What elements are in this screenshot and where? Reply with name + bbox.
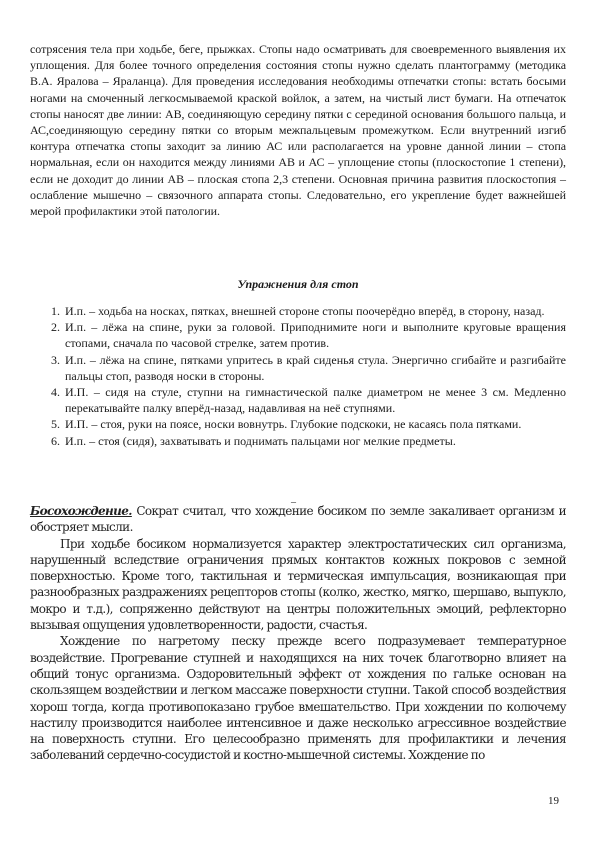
exercise-item: 4. И.П. – сидя на стуле, ступни на гимнастической палке диаметром не менее 3 см. Медленно перекатывайте палку вперёд-назад, надавливая на неё ступнями. [63,384,566,416]
barefoot-paragraph: Хождение по нагретому песку прежде всего подразумевает температурное воздействие. Прогревание ступней и находящихся на них точек благотворно влияет на общий тонус организма. Оздоровительный эффект от хождения по гальке основан на скользящем воздействии и легком массаже поверхности ступни. Такой способ воздействия хорош тогда, когда противопоказано грубое вмешательство. При хождении по колючему настилу производится наиболее интенсивное и даже несколько агрессивное воздействие на поверхность ступни. Его целесообразно применять для профилактики и лечения заболеваний сердечно-сосудистой и костно-мышечной системы. Хождение по [30,634,566,763]
section-separator: _ [291,493,296,504]
barefoot-intro-text: Сократ считал, что хождение босиком по земле закаливает организм и обостряет мысли. [30,504,566,535]
exercises-section [30,276,566,449]
intro-section [30,41,566,219]
barefoot-intro-paragraph [30,503,566,536]
exercises-list [30,303,566,449]
barefoot-section [30,503,566,764]
exercises-heading: Упражнения для стоп [237,277,359,291]
exercise-item: 6. И.п. – стоя (сидя), захватывать и поднимать пальцами ног мелкие предметы. [63,433,566,449]
exercise-item: 5. И.П. – стоя, руки на поясе, носки вовнутрь. Глубокие подскоки, не касаясь пола пятками. [63,416,566,432]
exercise-item: 3. И.п. – лёжа на спине, пятками упритесь в край сиденья стула. Энергично сгибайте и разгибайте пальцы стоп, разводя носки в стороны. [63,352,566,384]
barefoot-term: Босохождение. [30,504,132,518]
intro-paragraph: сотрясения тела при ходьбе, беге, прыжках. Стопы надо осматривать для своевременного выявления их уплощения. Для более точного определения состояния стопы нужно сделать плантограмму (методика В.А. Яралова – Яраланца). Для проведения исследования необходимы отпечатки стопы: встать босыми ногами на смоченный легкосмываемой краской войлок, а затем, на чистый лист бумаги. На отпечаток стопы наносят две линии: АВ, соединяющую середину пятки с серединой основания большого пальца, и АС,соединяющую середину пятки со вторым межпальцевым промежутком. Если внутренний изгиб контура отпечатка стопы заходит за линию АС или располагается на уровне данной линии – стопа нормальная, если он находится между линиями АВ и АС – уплощение стопы (плоскостопие 1 степени), если не доходит до линии АВ – плоская стопа 2,3 степени. Основная причина развития плоскостопия – ослабление мышечно – связочного аппарата стопы. Следовательно, его укрепление будет важнейшей мерой профилактики этой патологии. [30,42,566,219]
barefoot-paragraph: При ходьбе босиком нормализуется характер электростатических сил организма, нарушенный вследствие ограничения прямых контактов кожных покровов с земной поверхностью. Кроме того, тактильная и термическая импульсация, возникающая при разнообразных раздражениях рецепторов стопы (колко, жестко, мягко, шершаво, выпукло, мокро и т.д.), сопряженно действуют на центры положительных эмоций, рефлекторно вызывая ощущения удовлетворенности, радости, счастья. [30,536,566,633]
exercise-item: 1. И.п. – ходьба на носках, пятках, внешней стороне стопы поочерёдно вперёд, в сторону, назад. [63,303,566,319]
page-number: 19 [548,795,559,807]
exercise-item: 2. И.п. – лёжа на спине, руки за головой. Приподнимите ноги и выполните круговые вращения стопами, сначала по часовой стрелке, затем против. [63,319,566,351]
